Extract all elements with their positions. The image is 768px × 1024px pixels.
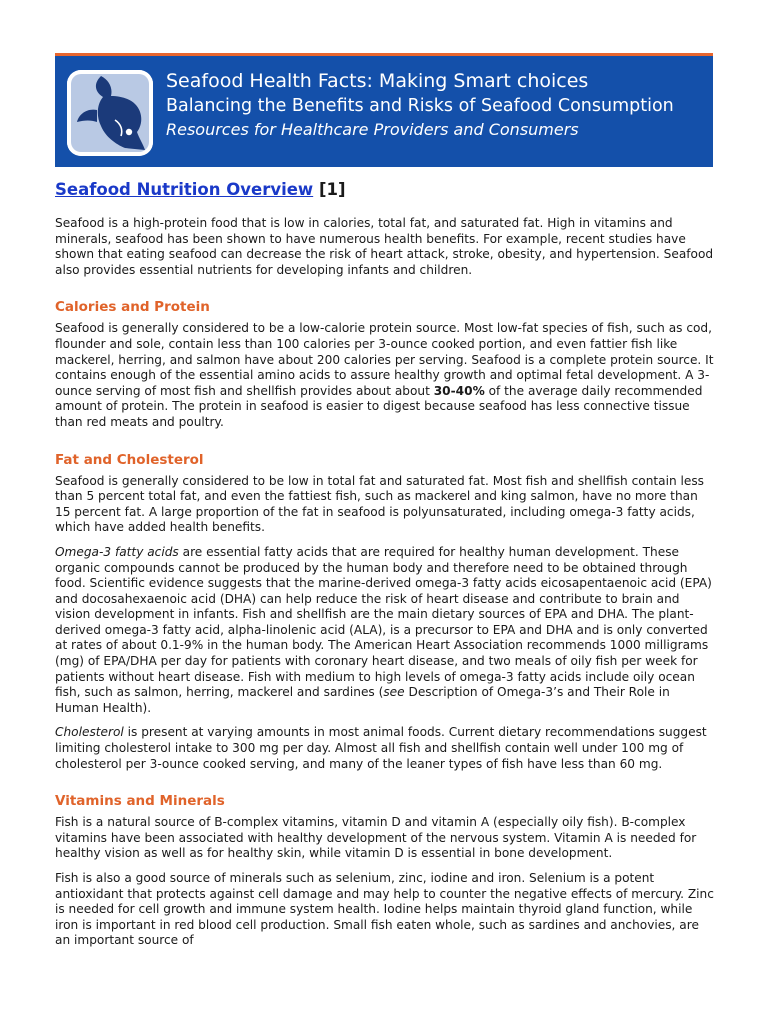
heading-vitamins-minerals: Vitamins and Minerals <box>55 793 225 810</box>
intro-paragraph: Seafood is a high-protein food that is low in calories, total fat, and saturated fat. High in vitamins and minerals, seafood has been shown to have numerous health benefits. For example, recent studies have shown that eating seafood can decrease the risk of heart attack, stroke, obesity, and hypertension. Seafood also provides essential nutrients for developing infants and children. <box>55 216 714 277</box>
protein-percent: 30-40% <box>433 383 485 398</box>
page-title <box>55 179 715 201</box>
calories-text-a: Seafood is generally considered to be a low-calorie protein source. Most low-fat species of fish, such as cod, flounder and sole, contain less than 100 calories per 3-ounce cooked portion, and even fattier fish like mackerel, herring, and salmon have about 200 calories per serving. Seafood is a complete protein source. It contains enough of the essential amino acids to assure healthy growth and optimal fetal development. A 3-ounce serving of most fish and shellfish provides about about <box>55 321 714 398</box>
minerals-paragraph: Fish is also a good source of minerals such as selenium, zinc, iodine and iron. Selenium is a potent antioxidant that protects against cell damage and may help to counter the negative effects of mercury. Zinc is needed for cell growth and immune system health. Iodine helps maintain thyroid gland function, while iron is important in red blood cell production. Small fish eaten whole, such as sardines and anchovies, are an important source of <box>55 871 714 948</box>
cholesterol-paragraph <box>55 725 715 772</box>
article-body <box>55 179 715 949</box>
omega3-term: Omega-3 fatty acids <box>55 544 179 559</box>
cholesterol-term: Cholesterol <box>55 725 124 740</box>
omega3-text: are essential fatty acids that are required for healthy human development. These organic compounds cannot be produced by the human body and therefore need to be obtained through food. Scientific evidence suggests that the marine-derived omega-3 fatty acids eicosapentaenoic acid (EPA) and docosahexaenoic acid (DHA) can help reduce the risk of heart disease and contribute to brain and vision development in infants. Fish and shellfish are the main dietary sources of EPA and DHA. The plant-derived omega-3 fatty acid, alpha-linolenic acid (ALA), is a precursor to EPA and DHA and is only converted at rates of about 0.1-9% in the human body. The American Heart Association recommends 1000 milligrams (mg) of EPA/DHA per day for patients with coronary heart disease, and two meals of oily fish per week for patients without heart disease. Fish with medium to high levels of omega-3 fatty acids include oily ocean fish, such as salmon, herring, mackerel and sardines ( <box>55 544 712 700</box>
banner-title: Seafood Health Facts: Making Smart choices <box>166 70 589 92</box>
fish-logo <box>67 70 153 156</box>
omega3-text-end: Description of Omega-3’s and Their Role in Human Health). <box>55 685 670 715</box>
fat-paragraph: Seafood is generally considered to be low in total fat and saturated fat. Most fish and shellfish contain less than 5 percent total fat, and even the fattiest fish, such as mackerel and king salmon, have no more than 15 percent fat. A large proportion of the fat in seafood is polyunsaturated, including omega-3 fatty acids, which have added health benefits. <box>55 473 705 535</box>
banner-subtitle: Balancing the Benefits and Risks of Seafood Consumption <box>166 96 674 116</box>
reference-marker: [1] <box>318 180 346 199</box>
banner-text <box>166 69 674 142</box>
overview-link[interactable]: Seafood Nutrition Overview <box>55 180 314 199</box>
calories-paragraph <box>55 321 715 430</box>
see-term: see <box>383 685 405 700</box>
vitamins-paragraph: Fish is a natural source of B-complex vitamins, vitamin D and vitamin A (especially oily fish). B-complex vitamins have been associated with healthy development of the nervous system. Vitamin A is needed for healthy vision as well as for healthy skin, while vitamin D is essential in bone development. <box>55 815 697 861</box>
calories-text-b: of the average daily recommended amount of protein. The protein in seafood is easier to digest because seafood has less connective tissue than red meats and poultry. <box>55 383 703 429</box>
heading-fat-cholesterol: Fat and Cholesterol <box>55 451 204 468</box>
fish-icon <box>67 70 153 156</box>
omega3-paragraph <box>55 545 715 717</box>
heading-calories-protein: Calories and Protein <box>55 299 210 316</box>
banner-tagline: Resources for Healthcare Providers and Consumers <box>166 120 579 139</box>
cholesterol-text: is present at varying amounts in most animal foods. Current dietary recommendations suggest limiting cholesterol intake to 300 mg per day. Almost all fish and shellfish contain well under 100 mg of cholesterol per 3-ounce cooked serving, and many of the leaner types of fish have less than 60 mg. <box>55 725 707 771</box>
header-banner <box>55 53 713 167</box>
